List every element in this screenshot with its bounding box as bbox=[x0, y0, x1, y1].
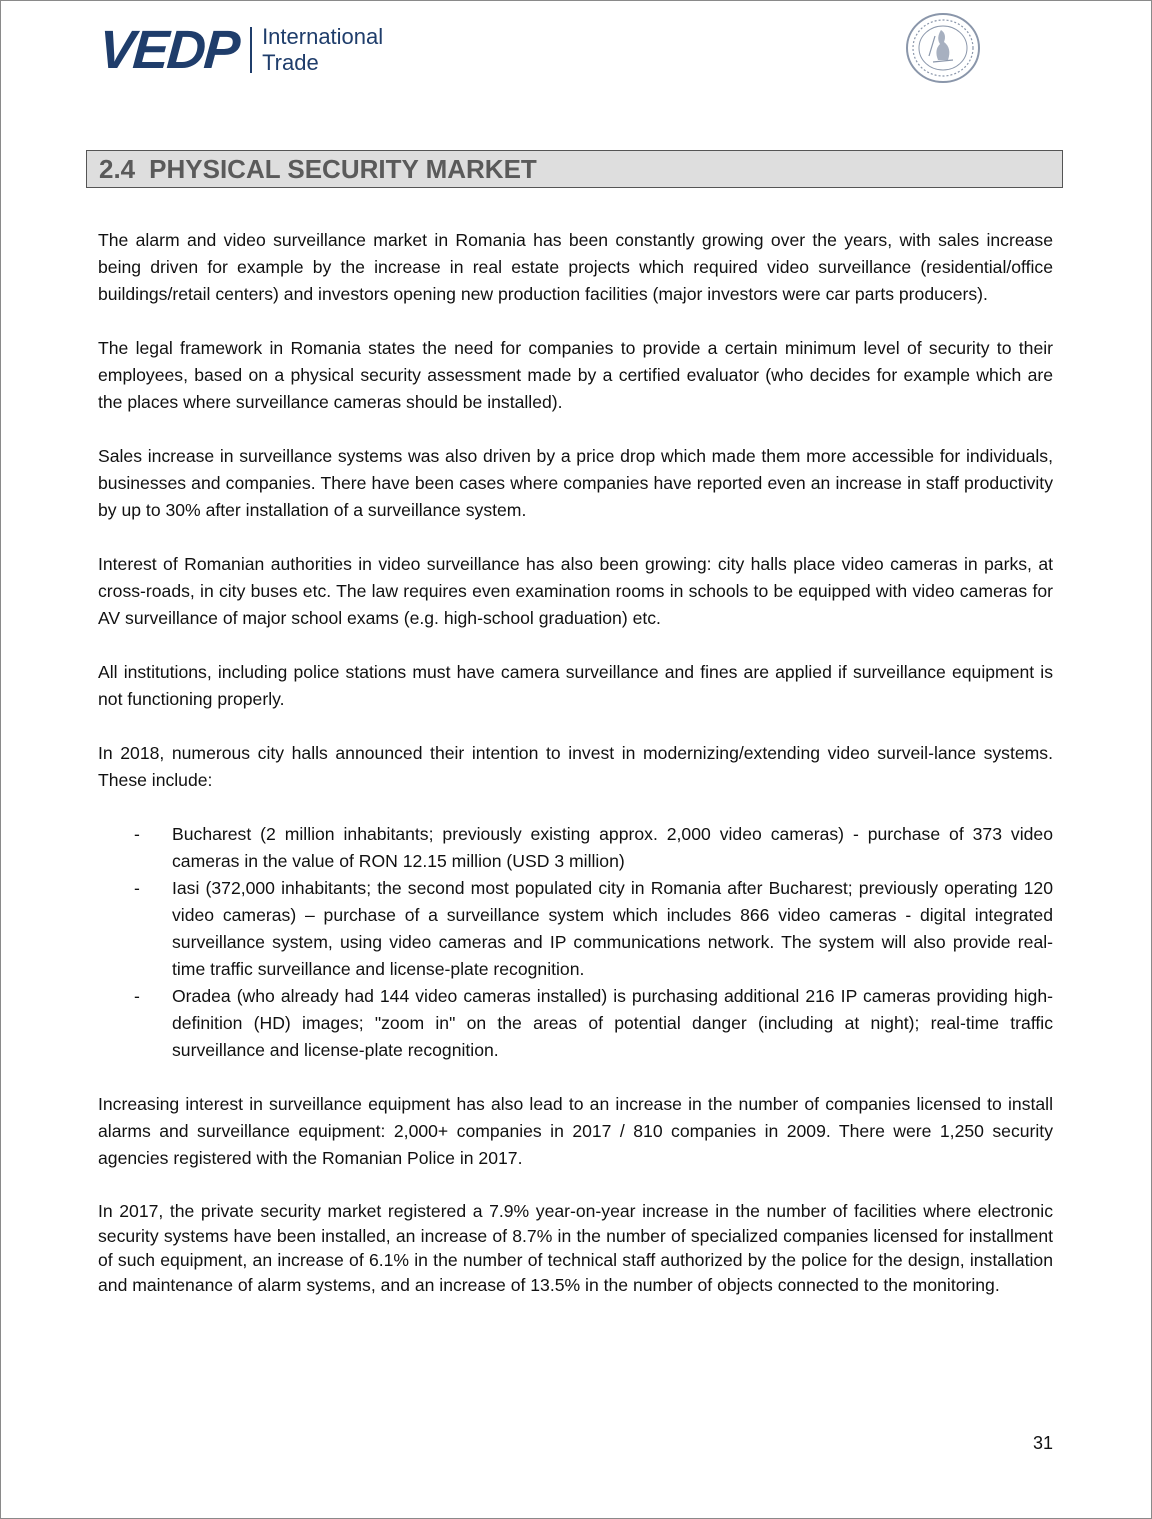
section-number: 2.4 bbox=[99, 153, 136, 184]
paragraph: Interest of Romanian authorities in video surveillance has also been growing: city halls place video cameras in parks, at cross-roads, in city buses etc. The law requires even examination rooms in schools to be equipped with video cameras for AV surveillance of major school exams (e.g. high-school graduation) etc. bbox=[98, 554, 1053, 628]
list-item-text: Bucharest (2 million inhabitants; previously existing approx. 2,000 video cameras) - purchase of 373 video cameras in the value of RON 12.15 million (USD 3 million) bbox=[172, 824, 1053, 871]
paragraph: The alarm and video surveillance market in Romania has been constantly growing over the years, with sales increase being driven for example by the increase in real estate projects which required video surveillance (residential/office buildings/retail centers) and investors opening new production facilities (major investors were car parts producers). bbox=[98, 230, 1053, 304]
logo-text bbox=[262, 24, 383, 76]
bullet-marker: - bbox=[134, 824, 140, 844]
section-heading bbox=[86, 150, 1063, 188]
paragraph: Increasing interest in surveillance equipment has also lead to an increase in the number of companies licensed to install alarms and surveillance equipment: 2,000+ companies in 2017 / 810 companies in 2009. There were 1,250 security agencies registered with the Romanian Police in 2017. bbox=[98, 1094, 1053, 1168]
bullet-marker: - bbox=[134, 878, 140, 898]
body-content bbox=[98, 227, 1053, 1297]
list-item bbox=[98, 875, 1053, 983]
logo-divider bbox=[250, 27, 252, 73]
paragraph: In 2018, numerous city halls announced their intention to invest in modernizing/extending video surveil-lance systems. These include: bbox=[98, 743, 1053, 790]
city-list bbox=[98, 821, 1053, 1064]
list-item-text: Iasi (372,000 inhabitants; the second most populated city in Romania after Bucharest; previously operating 120 video cameras) – purchase of a surveillance system which includes 866 video cameras - digital integrated surveillance system, using video cameras and IP communications network. The system will also provide real-time traffic surveillance and license-plate recognition. bbox=[172, 878, 1053, 979]
bullet-marker: - bbox=[134, 986, 140, 1006]
seal-icon bbox=[905, 12, 981, 84]
logo-mark: VEDP bbox=[96, 20, 241, 80]
section-title: PHYSICAL SECURITY MARKET bbox=[149, 153, 537, 184]
paragraph: Sales increase in surveillance systems was also driven by a price drop which made them more accessible for individuals, businesses and companies. There have been cases where companies have reported even an increase in staff productivity by up to 30% after installation of a surveillance system. bbox=[98, 446, 1053, 520]
vedp-logo bbox=[96, 20, 384, 80]
logo-line-2: Trade bbox=[262, 50, 319, 75]
list-item bbox=[98, 983, 1053, 1064]
paragraph: The legal framework in Romania states the need for companies to provide a certain minimum level of security to their employees, based on a physical security assessment made by a certified evaluator (who decides for example which are the places where surveillance cameras should be installed). bbox=[98, 338, 1053, 412]
paragraph: In 2017, the private security market registered a 7.9% year-on-year increase in the number of facilities where electronic security systems have been installed, an increase of 8.7% in the number of specialized companies licensed for installment of such equipment, an increase of 6.1% in the number of technical staff authorized by the police for the design, installation and maintenance of alarm systems, and an increase of 13.5% in the number of objects connected to the monitoring. bbox=[98, 1201, 1053, 1295]
list-item-text: Oradea (who already had 144 video cameras installed) is purchasing additional 216 IP cameras providing high-definition (HD) images; "zoom in" on the areas of potential danger (including at night); real-time traffic surveillance and license-plate recognition. bbox=[172, 986, 1053, 1060]
list-item bbox=[98, 821, 1053, 875]
logo-line-1: International bbox=[262, 24, 384, 49]
page-number: 31 bbox=[1032, 1433, 1053, 1453]
paragraph: All institutions, including police stations must have camera surveillance and fines are applied if surveillance equipment is not functioning properly. bbox=[98, 662, 1053, 709]
